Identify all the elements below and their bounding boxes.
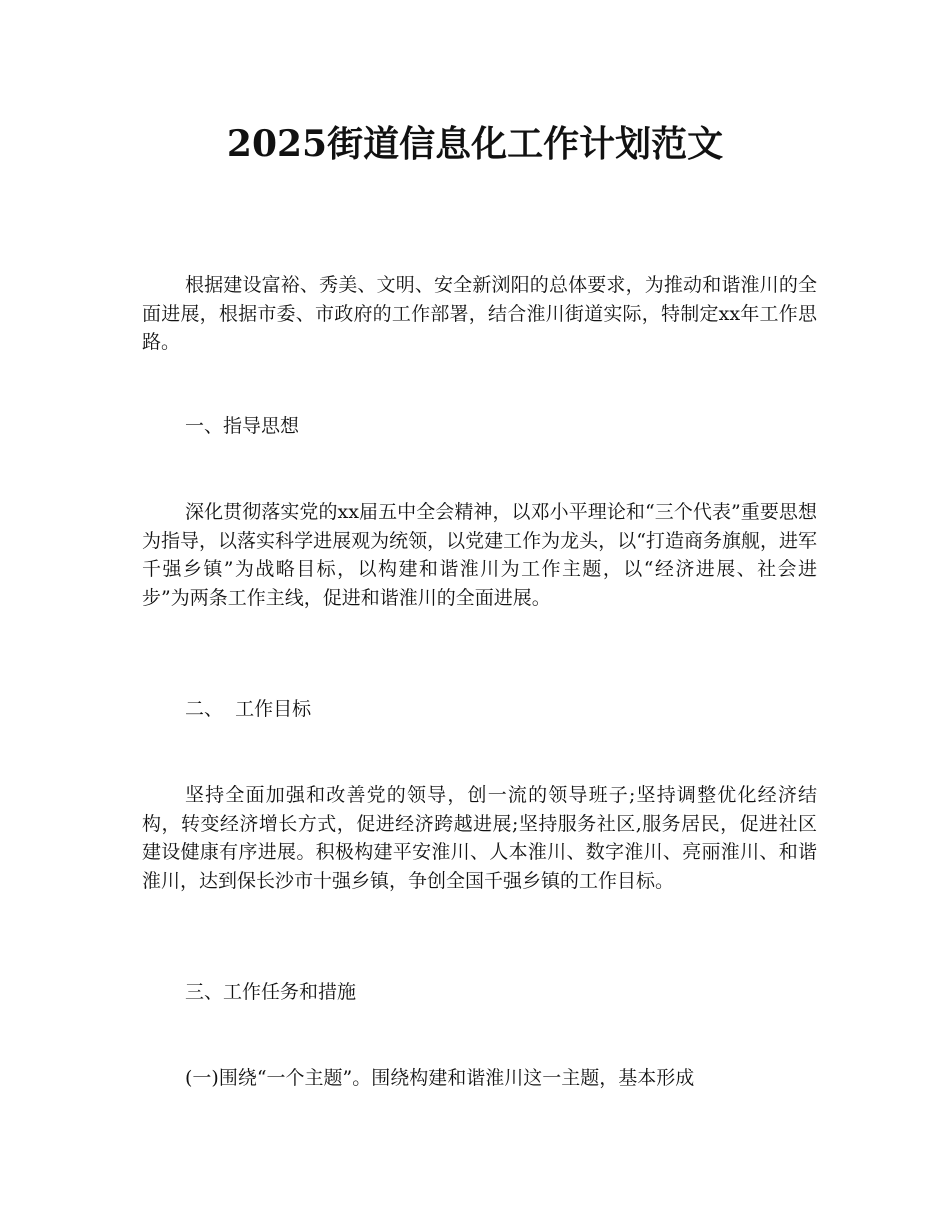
intro-paragraph: 根据建设富裕、秀美、文明、安全新浏阳的总体要求，为推动和谐淮川的全面进展，根据市委、市政府的工作部署，结合淮川街道实际，特制定xx年工作思路。 [142,274,817,353]
section-heading-guiding-ideology: 一、指导思想 [185,415,300,437]
section-heading-tasks-measures: 三、工作任务和措施 [185,981,357,1003]
work-goals-paragraph: 坚持全面加强和改善党的领导，创一流的领导班子;坚持调整优化经济结构，转变经济增长方式，促进经济跨越进展;坚持服务社区,服务居民，促进社区建设健康有序进展。积极构建平安淮川、人本淮川、数字淮川、亮丽淮川、和谐淮川，达到保长沙市十强乡镇，争创全国千强乡镇的工作目标。 [142,784,817,892]
document-title: 2025街道信息化工作计划范文 [226,123,724,165]
guiding-ideology-paragraph: 深化贯彻落实党的xx届五中全会精神，以邓小平理论和“三个代表”重要思想为指导，以落实科学进展观为统领，以党建工作为龙头，以“打造商务旗舰，进军千强乡镇”为战略目标，以构建和谐淮川为工作主题，以“经济进展、社会进步”为两条工作主线，促进和谐淮川的全面进展。 [142,501,817,609]
tasks-item-one-paragraph: (一)围绕“一个主题”。围绕构建和谐淮川这一主题，基本形成 [185,1067,695,1089]
section-heading-work-goals: 二、 工作目标 [185,698,312,720]
